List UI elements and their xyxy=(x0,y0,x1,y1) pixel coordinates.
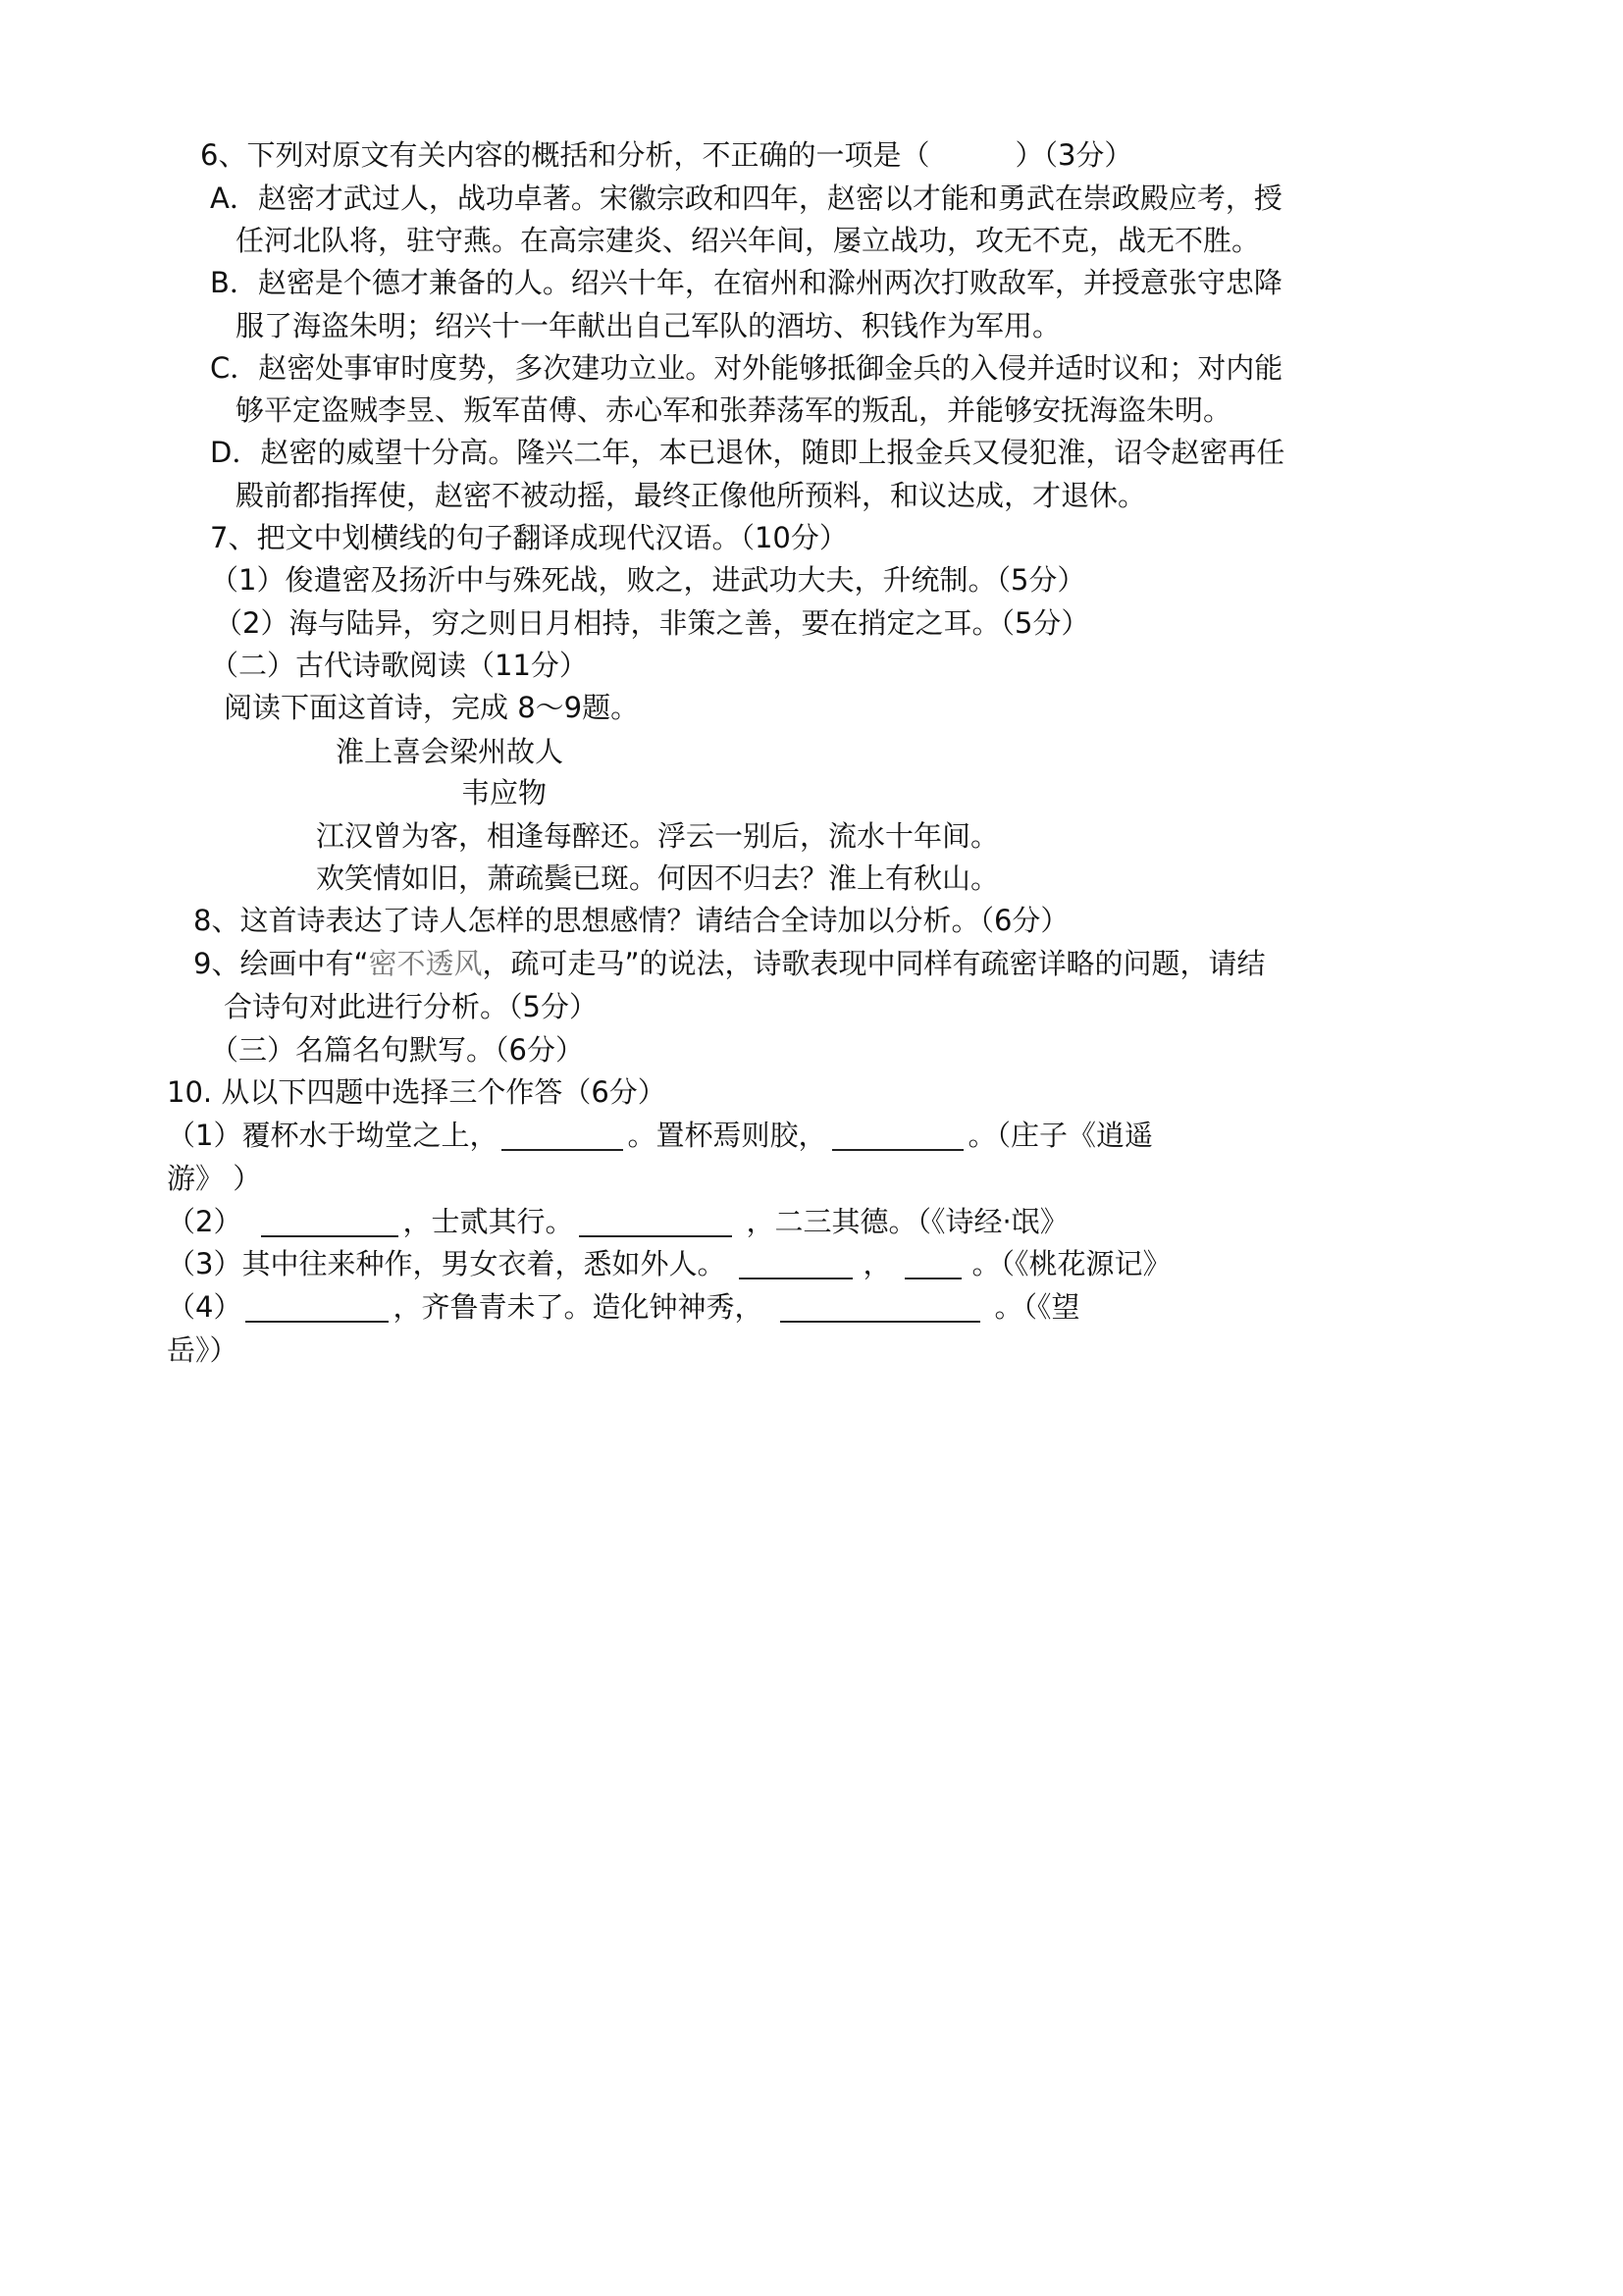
poem-line-1: 江汉曾为客，相逢每醉还。浮云一别后，流水十年间。 xyxy=(316,819,1000,853)
answer-blank[interactable] xyxy=(579,1208,732,1237)
q10-item-4-text-c: 。（《望 xyxy=(994,1290,1080,1324)
q10-item-4-cont: 岳》） xyxy=(167,1333,238,1367)
q10-item-3-text-b: ， xyxy=(863,1247,892,1280)
q10-stem: 10. 从以下四题中选择三个作答（6分） xyxy=(167,1075,666,1109)
section3-heading: （三）名篇名句默写。（6分） xyxy=(210,1033,584,1067)
q9-pre: 9、绘画中有“ xyxy=(193,947,369,980)
q10-item-3-text-c: 。（《桃花源记》 xyxy=(971,1247,1172,1280)
section2-heading: （二）古代诗歌阅读（11分） xyxy=(210,649,588,682)
q10-item-1-cont: 游》 ） xyxy=(167,1162,262,1195)
q10-item-1 xyxy=(167,1116,1153,1155)
q6-stem: 6、下列对原文有关内容的概括和分析，不正确的一项是（ ）（3分） xyxy=(200,138,1133,172)
q10-item-1-text-c: 。（庄子《逍遥 xyxy=(968,1119,1153,1152)
answer-blank[interactable] xyxy=(245,1293,389,1323)
q10-item-2-text-c: ，二三其德。（《诗经·氓》 xyxy=(746,1205,1069,1238)
section2-intro: 阅读下面这首诗，完成 8～9题。 xyxy=(224,691,640,724)
answer-blank[interactable] xyxy=(832,1122,964,1151)
q9-post: ，疏可走马”的说法，诗歌表现中同样有疏密详略的问题，请结 xyxy=(482,947,1266,980)
q10-item-1-text-a: （1）覆杯水于坳堂之上， xyxy=(167,1119,498,1152)
poem-line-2: 欢笑情如旧，萧疏鬓已斑。何因不归去？淮上有秋山。 xyxy=(316,861,1000,895)
q6-option-c-line1: C．赵密处事审时度势，多次建功立业。对外能够抵御金兵的入侵并适时议和；对内能 xyxy=(210,351,1283,385)
q10-item-4-text-a: （4） xyxy=(167,1290,242,1324)
q10-item-2-text-a: （2） xyxy=(167,1205,242,1238)
q6-option-a-line1: A．赵密才武过人，战功卓著。宋徽宗政和四年，赵密以才能和勇武在崇政殿应考，授 xyxy=(210,182,1283,215)
answer-blank[interactable] xyxy=(739,1250,853,1279)
q10-item-3 xyxy=(167,1244,1171,1283)
q10-item-2 xyxy=(167,1202,1069,1241)
poem-title: 淮上喜会梁州故人 xyxy=(336,735,564,768)
q10-item-4-text-b: ，齐鲁青未了。造化钟神秀， xyxy=(393,1290,763,1324)
answer-blank[interactable] xyxy=(501,1122,623,1151)
q8-stem: 8、这首诗表达了诗人怎样的思想感情？请结合全诗加以分析。（6分） xyxy=(193,904,1070,937)
answer-blank[interactable] xyxy=(261,1208,398,1237)
poem-author: 韦应物 xyxy=(461,776,548,809)
q10-item-1-text-b: 。置杯焉则胶， xyxy=(627,1119,827,1152)
q7-sentence-2: （2）海与陆异，穷之则日月相持，非策之善，要在捎定之耳。（5分） xyxy=(214,606,1090,640)
q6-option-b-line1: B．赵密是个德才兼备的人。绍兴十年，在宿州和滁州两次打败敌军，并授意张守忠降 xyxy=(210,266,1283,299)
q6-option-a-line2: 任河北队将，驻守燕。在高宗建炎、绍兴年间，屡立战功，攻无不克，战无不胜。 xyxy=(236,224,1261,257)
q10-item-4 xyxy=(167,1287,1079,1327)
q6-option-b-line2: 服了海盗朱明；绍兴十一年献出自己军队的酒坊、积钱作为军用。 xyxy=(236,309,1062,342)
q6-option-d-line1: D．赵密的威望十分高。隆兴二年，本已退休，随即上报金兵又侵犯淮，诏令赵密再任 xyxy=(210,436,1285,469)
q10-item-3-text-a: （3）其中往来种作，男女衣着，悉如外人。 xyxy=(167,1247,726,1280)
q6-option-d-line2: 殿前都指挥使，赵密不被动摇，最终正像他所预料，和议达成，才退休。 xyxy=(236,479,1147,512)
q9-quote: 密不透风 xyxy=(368,947,483,980)
q6-option-c-line2: 够平定盗贼李昱、叛军苗傅、赤心军和张莽荡军的叛乱，并能够安抚海盗朱明。 xyxy=(236,393,1232,427)
q10-item-2-text-b: ，士贰其行。 xyxy=(402,1205,574,1238)
q7-sentence-1: （1）俊遣密及扬沂中与殊死战，败之，进武功大夫，升统制。（5分） xyxy=(210,563,1086,597)
answer-blank[interactable] xyxy=(905,1250,962,1279)
q9-stem-line2: 合诗句对此进行分析。（5分） xyxy=(224,990,598,1023)
answer-blank[interactable] xyxy=(780,1293,980,1323)
q7-stem: 7、把文中划横线的句子翻译成现代汉语。（10分） xyxy=(210,521,848,554)
q9-stem-line1 xyxy=(193,944,1266,983)
